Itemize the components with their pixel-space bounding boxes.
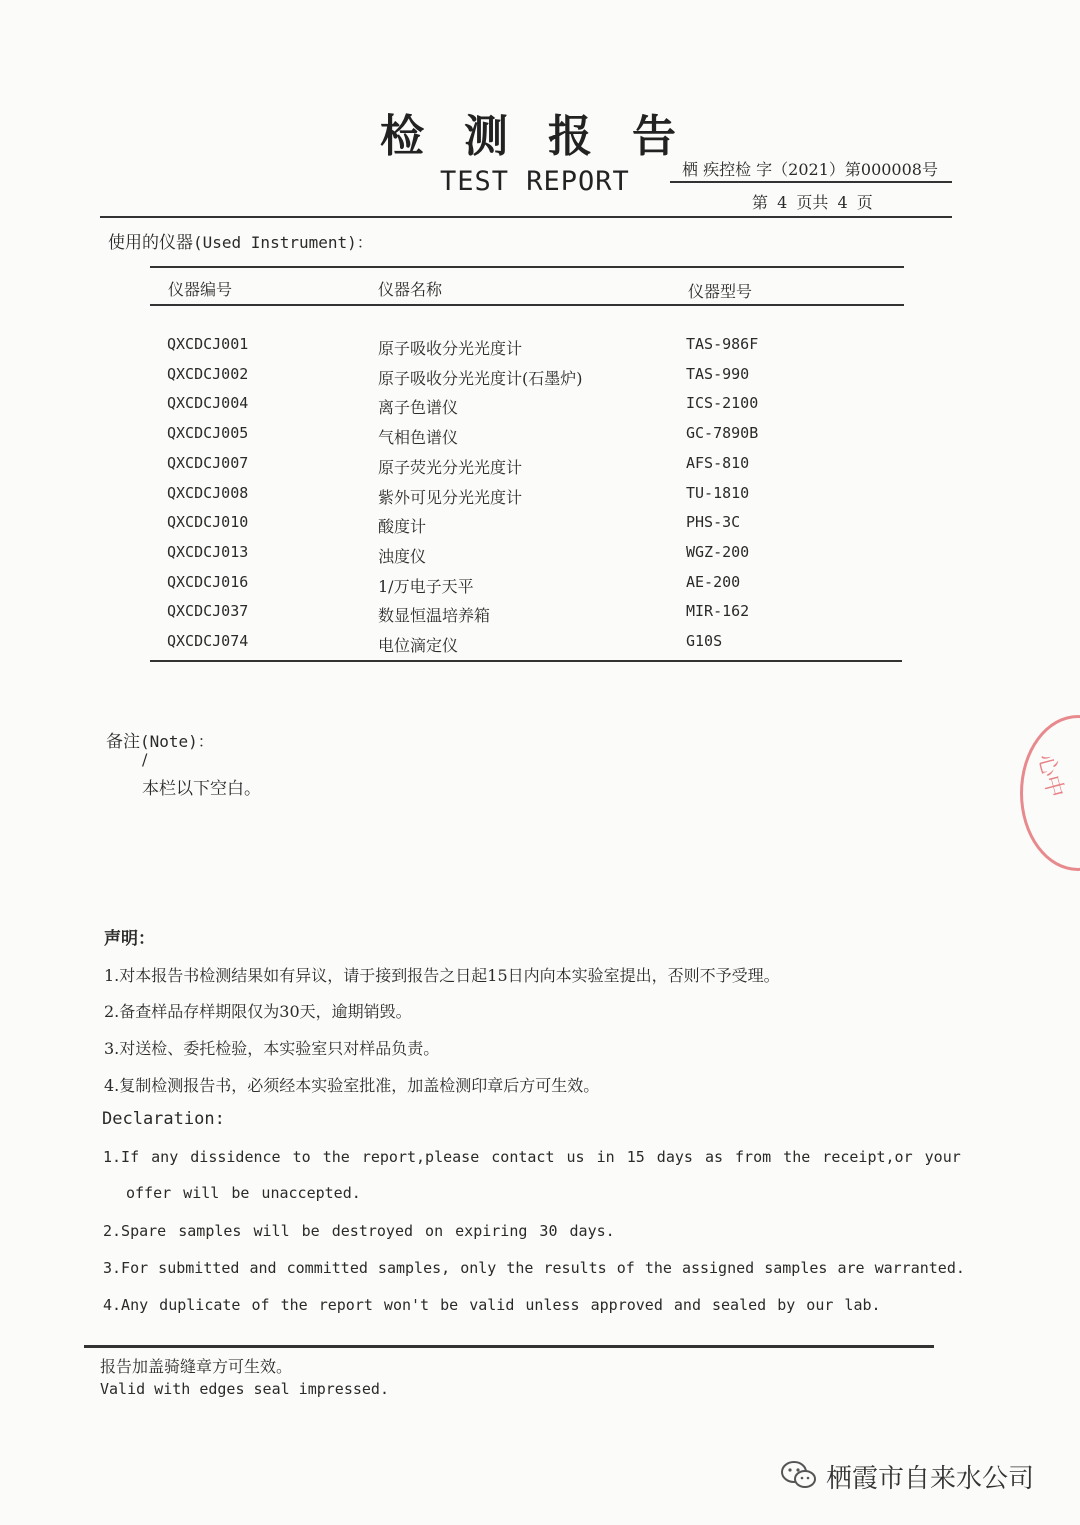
instrument-id: QXCDCJ007 [167,453,249,472]
statement-item-1: 1.对本报告书检测结果如有异议，请于接到报告之日起15日内向本实验室提出，否则不予受理。 [104,966,780,985]
report-number-underline [670,181,952,183]
red-seal-text: 心中 [1032,751,1068,801]
table-top-rule [150,266,904,268]
instrument-id: QXCDCJ004 [167,394,249,413]
declaration-item-4: 4.Any duplicate of the report won't be valid unless approved and sealed by our lab. [103,1296,881,1314]
instrument-id: QXCDCJ005 [167,424,249,443]
column-header-name: 仪器名称 [378,280,443,299]
instrument-name: 酸度计 [378,517,427,537]
declaration-item-2: 2.Spare samples will be destroyed on expiring 30 days. [103,1222,615,1240]
report-number: 栖 疾控检 字（2021）第000008号 [682,160,938,179]
instrument-name: 气相色谱仪 [378,428,459,448]
column-header-id: 仪器编号 [168,280,233,299]
report-title-cn: 检测报告 [380,111,716,162]
instrument-model: AFS-810 [686,453,750,472]
instrument-name: 1/万电子天平 [378,576,474,596]
instrument-name: 原子吸收分光光度计 [378,339,523,358]
watermark-text: 栖霞市自来水公司 [826,1464,1035,1494]
instrument-label-en: (Used Instrument)： [193,233,373,252]
instrument-id: QXCDCJ010 [167,513,249,532]
instrument-name: 电位滴定仪 [378,636,459,655]
footer-en: Valid with edges seal impressed. [100,1380,389,1398]
statement-item-2: 2.备查样品存样期限仅为30天，逾期销毁。 [104,1002,412,1021]
header-divider [100,216,952,218]
statement-item-3: 3.对送检、委托检验，本实验室只对样品负责。 [104,1039,440,1058]
note-text: 本栏以下空白。 [142,779,261,799]
note-section-label [106,727,214,752]
instrument-name: 原子吸收分光光度计(石墨炉) [378,368,583,388]
instrument-id: QXCDCJ037 [167,602,249,621]
instrument-model: ICS-2100 [686,394,759,413]
instrument-model: TAS-986F [686,335,759,353]
instrument-model: TAS-990 [686,364,750,383]
instrument-id: QXCDCJ008 [167,483,249,502]
instrument-model: TU-1810 [686,483,750,502]
instrument-id: QXCDCJ002 [167,364,249,383]
statement-label: 声明： [104,929,155,949]
instrument-model: AE-200 [686,572,741,591]
table-bottom-rule [150,660,902,662]
instrument-name: 浊度仪 [378,546,427,566]
declaration-item-3: 3.For submitted and committed samples, only the results of the assigned samples are warranted. [103,1259,965,1277]
declaration-item-1-cont: offer will be unaccepted. [126,1184,361,1202]
instrument-id: QXCDCJ074 [167,632,249,650]
page-number: 第 4 页共 4 页 [752,193,873,212]
wechat-icon [780,1460,818,1490]
note-slash: / [142,750,148,769]
statement-item-4: 4.复制检测报告书，必须经本实验室批准，加盖检测印章后方可生效。 [104,1076,600,1095]
instrument-name: 数显恒温培养箱 [378,606,491,626]
instrument-model: WGZ-200 [686,542,750,561]
instrument-model: GC-7890B [686,424,759,443]
instrument-name: 原子荧光分光光度计 [378,457,523,477]
note-label-cn: 备注 [106,732,140,752]
table-header-rule [150,304,904,306]
footer-cn: 报告加盖骑缝章方可生效。 [100,1357,293,1376]
instrument-model: PHS-3C [686,513,741,532]
instrument-model: MIR-162 [686,602,750,621]
instrument-id: QXCDCJ016 [167,572,249,591]
instrument-name: 紫外可见分光光度计 [378,487,523,507]
instrument-id: QXCDCJ001 [167,335,249,353]
report-title-en: TEST REPORT [440,166,630,197]
column-header-model: 仪器型号 [688,282,753,301]
footer-divider [84,1345,934,1348]
declaration-label: Declaration: [102,1109,225,1129]
instrument-model: G10S [686,632,723,650]
instrument-label-cn: 使用的仪器 [108,233,193,253]
instrument-section-label [108,228,373,253]
instrument-name: 离子色谱仪 [378,398,459,418]
instrument-id: QXCDCJ013 [167,542,249,561]
declaration-item-1: 1.If any dissidence to the report,please contact us in 15 days as from the receipt,or your [103,1148,961,1166]
note-label-en: (Note)： [140,732,214,751]
